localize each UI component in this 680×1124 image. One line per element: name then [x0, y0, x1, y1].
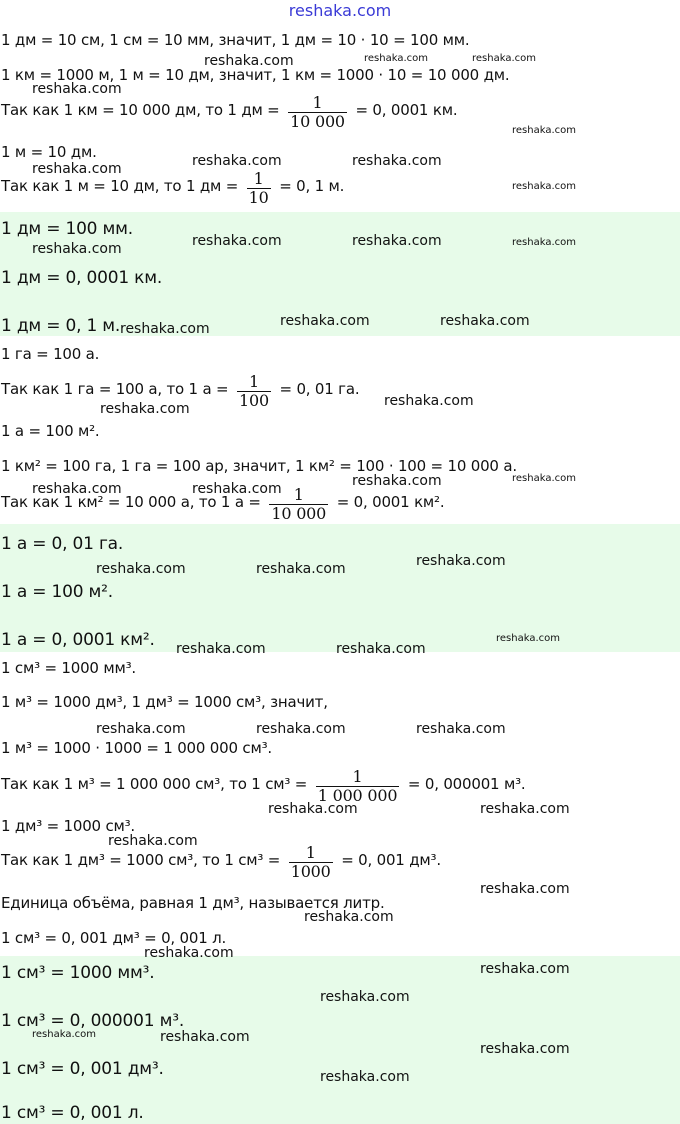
- watermark: reshaka.com: [416, 721, 506, 737]
- watermark: reshaka.com: [96, 721, 186, 737]
- text-line: 1 см³ = 1000 мм³.: [1, 659, 136, 677]
- text-line: Единица объёма, равная 1 дм³, называется литр.: [1, 894, 385, 912]
- fraction-line: Так как 1 м³ = 1 000 000 см³, то 1 см³ = $\frac{1}{1 000 000}$ = 0, 000001 м³.: [1, 767, 526, 801]
- answer-line: 1 а = 100 м².: [1, 582, 113, 602]
- text-line: 1 дм³ = 1000 см³.: [1, 817, 136, 835]
- site-header-link[interactable]: reshaka.com: [288, 1, 392, 20]
- watermark: reshaka.com: [144, 945, 234, 961]
- text-line: 1 га = 100 а.: [1, 345, 100, 363]
- watermark: reshaka.com: [160, 1029, 250, 1045]
- answer-line: 1 см³ = 0, 000001 м³.: [1, 1011, 185, 1031]
- text-line: 1 м = 10 дм.: [1, 143, 97, 161]
- watermark: reshaka.com: [96, 561, 186, 577]
- watermark: reshaka.com: [100, 401, 190, 417]
- watermark: reshaka.com: [512, 125, 576, 136]
- watermark: reshaka.com: [364, 53, 428, 64]
- watermark: reshaka.com: [496, 633, 560, 644]
- fraction-line: Так как 1 км = 10 000 дм, то 1 дм = $\frac{1}{10 000}$ = 0, 0001 км.: [1, 93, 458, 127]
- watermark: reshaka.com: [512, 473, 576, 484]
- watermark: reshaka.com: [352, 473, 442, 489]
- watermark: reshaka.com: [280, 313, 370, 329]
- fraction-line: Так как 1 км² = 10 000 а, то 1 а = $\frac{1}{10 000}$ = 0, 0001 км².: [1, 485, 445, 519]
- watermark: reshaka.com: [192, 481, 282, 497]
- text-line: 1 дм = 10 см, 1 см = 10 мм, значит, 1 дм = 10 · 10 = 100 мм.: [1, 31, 470, 49]
- watermark: reshaka.com: [192, 153, 282, 169]
- text-line: 1 м³ = 1000 · 1000 = 1 000 000 см³.: [1, 739, 272, 757]
- watermark: reshaka.com: [480, 1041, 570, 1057]
- answer-line: 1 дм = 100 мм.: [1, 219, 133, 239]
- answer-line: 1 см³ = 0, 001 дм³.: [1, 1059, 164, 1079]
- watermark: reshaka.com: [176, 641, 266, 657]
- fraction: $\frac{1}{1000}$: [290, 843, 331, 877]
- watermark: reshaka.com: [32, 1029, 96, 1040]
- fraction: $\frac{1}{10 000}$: [271, 485, 327, 519]
- watermark: reshaka.com: [32, 161, 122, 177]
- answer-line: 1 дм = 0, 1 м.: [1, 316, 121, 336]
- watermark: reshaka.com: [416, 553, 506, 569]
- fraction: $\frac{1}{10 000}$: [290, 93, 345, 127]
- watermark: reshaka.com: [32, 241, 122, 257]
- watermark: reshaka.com: [256, 721, 346, 737]
- fraction-line: Так как 1 дм³ = 1000 см³, то 1 см³ = $\frac{1}{1000}$ = 0, 001 дм³.: [1, 843, 441, 877]
- text-line: 1 км² = 100 га, 1 га = 100 ар, значит, 1 км² = 100 · 100 = 10 000 а.: [1, 457, 517, 475]
- text-line: 1 см³ = 0, 001 дм³ = 0, 001 л.: [1, 929, 227, 947]
- answer-line: 1 а = 0, 0001 км².: [1, 630, 155, 650]
- text-line: 1 км = 1000 м, 1 м = 10 дм, значит, 1 км = 1000 · 10 = 10 000 дм.: [1, 66, 510, 84]
- watermark: reshaka.com: [512, 237, 576, 248]
- watermark: reshaka.com: [304, 909, 394, 925]
- text-line: 1 м³ = 1000 дм³, 1 дм³ = 1000 см³, значит,: [1, 693, 328, 711]
- watermark: reshaka.com: [336, 641, 426, 657]
- watermark: reshaka.com: [268, 801, 358, 817]
- watermark: reshaka.com: [256, 561, 346, 577]
- watermark: reshaka.com: [32, 81, 122, 97]
- watermark: reshaka.com: [352, 233, 442, 249]
- watermark: reshaka.com: [480, 801, 570, 817]
- watermark: reshaka.com: [204, 53, 294, 69]
- watermark: reshaka.com: [320, 1069, 410, 1085]
- fraction-line: Так как 1 м = 10 дм, то 1 дм = $\frac{1}{10}$ = 0, 1 м.: [1, 169, 345, 203]
- watermark: reshaka.com: [32, 481, 122, 497]
- fraction: $\frac{1}{10}$: [248, 169, 269, 203]
- watermark: reshaka.com: [352, 153, 442, 169]
- watermark: reshaka.com: [320, 989, 410, 1005]
- watermark: reshaka.com: [472, 53, 536, 64]
- watermark: reshaka.com: [384, 393, 474, 409]
- watermark: reshaka.com: [480, 961, 570, 977]
- answer-line: 1 а = 0, 01 га.: [1, 534, 124, 554]
- watermark: reshaka.com: [480, 881, 570, 897]
- watermark: reshaka.com: [512, 181, 576, 192]
- watermark: reshaka.com: [120, 321, 210, 337]
- watermark: reshaka.com: [192, 233, 282, 249]
- fraction: $\frac{1}{100}$: [238, 372, 269, 406]
- text-line: 1 а = 100 м².: [1, 422, 100, 440]
- fraction: $\frac{1}{1 000 000}$: [317, 767, 398, 801]
- answer-line: 1 см³ = 0, 001 л.: [1, 1103, 144, 1123]
- watermark: reshaka.com: [108, 833, 198, 849]
- watermark: reshaka.com: [440, 313, 530, 329]
- answer-line: 1 см³ = 1000 мм³.: [1, 963, 155, 983]
- fraction-line: Так как 1 га = 100 а, то 1 а = $\frac{1}{100}$ = 0, 01 га.: [1, 372, 360, 406]
- answer-line: 1 дм = 0, 0001 км.: [1, 268, 163, 288]
